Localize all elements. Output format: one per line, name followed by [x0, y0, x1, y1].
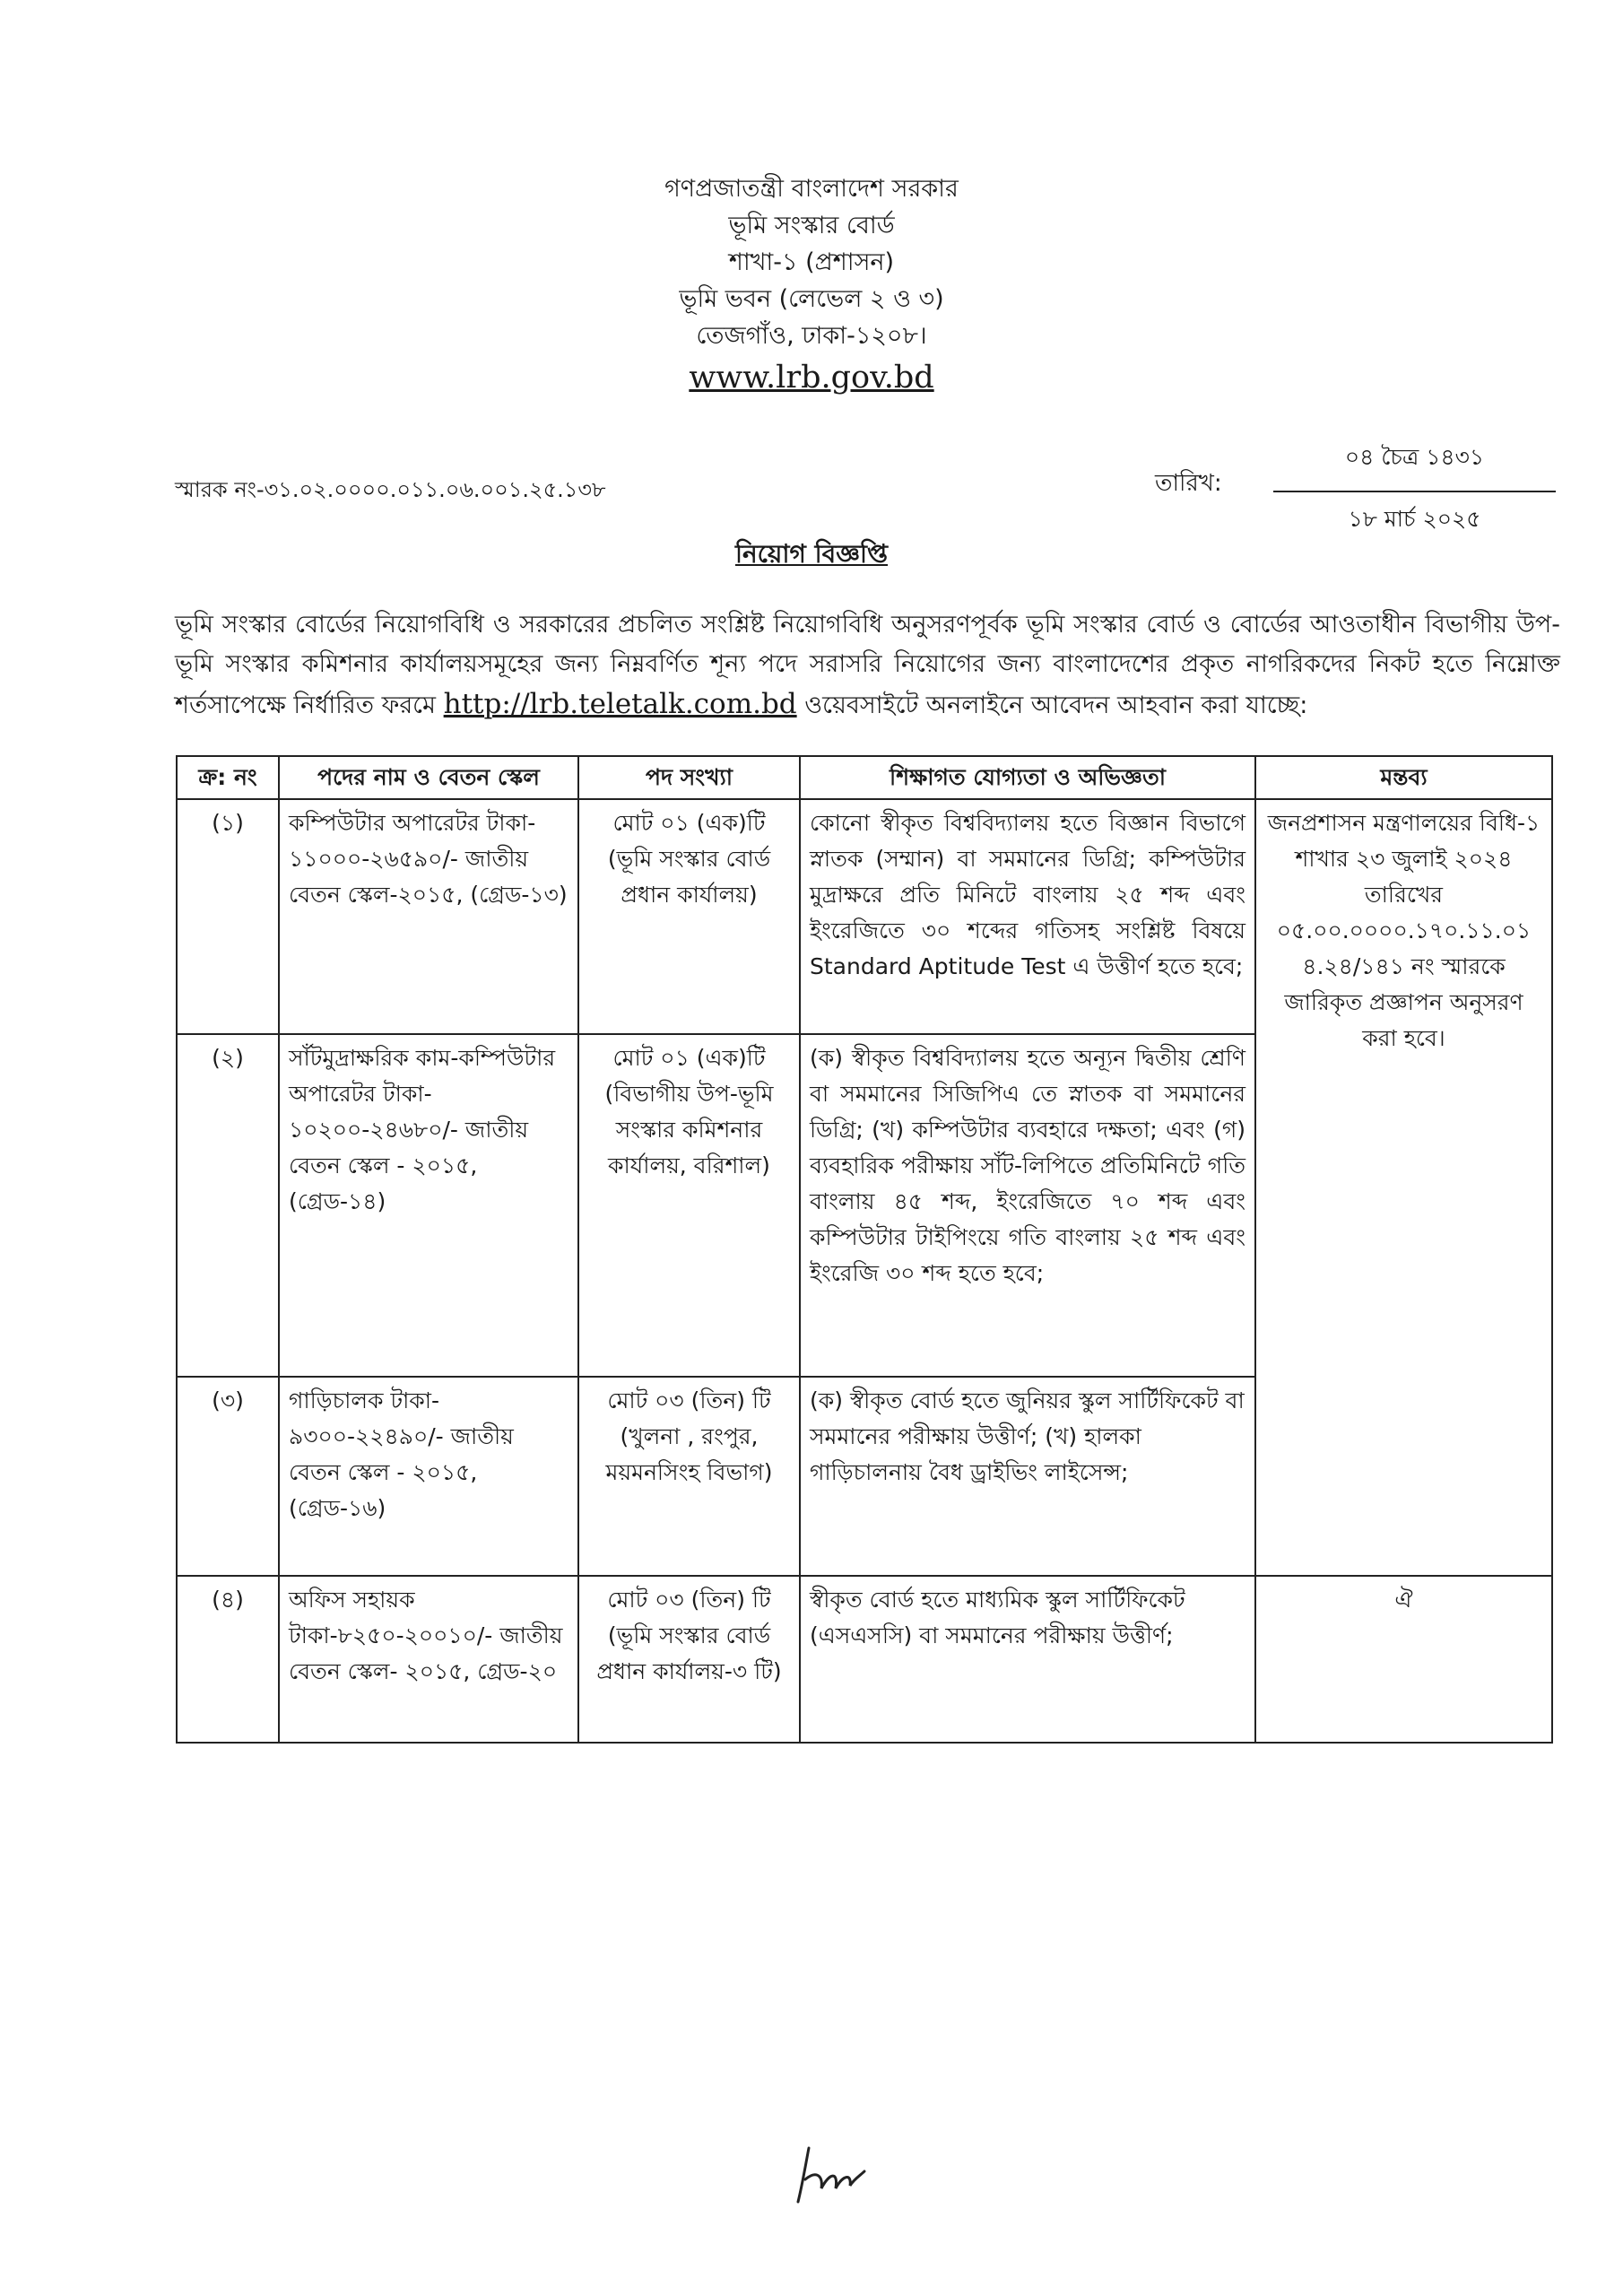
letterhead: [0, 170, 1623, 401]
header-remark: মন্তব্য: [1255, 756, 1552, 799]
row-count: মোট ০৩ (তিন) টি (খুলনা , রংপুর, ময়মনসিংহ বিভাগ): [578, 1377, 800, 1576]
letterhead-line-board: ভূমি সংস্কার বোর্ড: [728, 212, 895, 239]
memo-number: স্মারক নং-৩১.০২.০০০০.০১১.০৬.০০১.২৫.১৩৮: [175, 477, 606, 502]
row-qualification: স্বীকৃত বোর্ড হতে মাধ্যমিক স্কুল সার্টিফিকেট (এসএসসি) বা সমমানের পরীক্ষায় উত্তীর্ণ;: [800, 1576, 1255, 1743]
table-row: [177, 799, 1552, 1034]
intro-paragraph: [175, 605, 1560, 726]
row-count: মোট ০১ (এক)টি (ভূমি সংস্কার বোর্ড প্রধান কার্যালয়): [578, 799, 800, 1034]
header-qualification: শিক্ষাগত যোগ্যতা ও অভিজ্ঞতা: [800, 756, 1255, 799]
header-post: পদের নাম ও বেতন স্কেল: [279, 756, 578, 799]
row-post: সাঁটমুদ্রাক্ষরিক কাম-কম্পিউটার অপারেটর টাকা- ১০২০০-২৪৬৮০/- জাতীয় বেতন স্কেল - ২০১৫, (গ্রেড-১৪): [279, 1034, 578, 1377]
notice-title-text: নিয়োগ বিজ্ঞপ্তি: [734, 539, 889, 569]
date-bangla: ০৪ চৈত্র ১৪৩১: [1273, 439, 1556, 492]
row-serial: (১): [177, 799, 279, 1034]
notice-title: [0, 535, 1623, 577]
header-count: পদ সংখ্যা: [578, 756, 800, 799]
letterhead-line-building: ভূমি ভবন (লেভেল ২ ও ৩): [679, 285, 944, 313]
row-serial: (৪): [177, 1576, 279, 1743]
letterhead-website[interactable]: www.lrb.gov.bd: [689, 360, 934, 396]
intro-text: ভূমি সংস্কার বোর্ডের নিয়োগবিধি ও সরকারের প্রচলিত সংশ্লিষ্ট নিয়োগবিধি অনুসরণপূর্বক ভূমি সংস্কার বোর্ড ও বোর্ডের আওতাধীন বিভাগীয় উপ-ভূমি সংস্কার কমিশনার কার্যালয়সমূহের জন্য নিম্নবর্ণিত শূন্য পদে সরাসরি নিয়োগের জন্য বাংলাদেশের প্রকৃত নাগরিকদের নিকট হতে নিম্নোক্ত শর্তসাপেক্ষে নির্ধারিত ফরমে: [175, 611, 1560, 719]
application-link[interactable]: http://lrb.teletalk.com.bd: [443, 688, 797, 720]
row-post: অফিস সহায়ক টাকা-৮২৫০-২০০১০/- জাতীয় বেতন স্কেল- ২০১৫, গ্রেড-২০: [279, 1576, 578, 1743]
remark-ditto: ঐ: [1255, 1576, 1552, 1743]
letterhead-line-branch: শাখা-১ (প্রশাসন): [728, 248, 895, 276]
date-english: ১৮ মার্চ ২০২৫: [1348, 506, 1481, 532]
signature-mark: [789, 2139, 870, 2211]
header-serial: ক্র: নং: [177, 756, 279, 799]
vacancy-table: [176, 755, 1553, 1744]
row-post: কম্পিউটার অপারেটর টাকা- ১১০০০-২৬৫৯০/- জাতীয় বেতন স্কেল-২০১৫, (গ্রেড-১৩): [279, 799, 578, 1034]
remark-main: জনপ্রশাসন মন্ত্রণালয়ের বিধি-১ শাখার ২৩ জুলাই ২০২৪ তারিখের ০৫.০০.০০০০.১৭০.১১.০১ ৪.২৪/১৪১ নং স্মারকে জারিকৃত প্রজ্ঞাপন অনুসরণ করা হবে।: [1255, 799, 1552, 1576]
row-count: মোট ০৩ (তিন) টি (ভূমি সংস্কার বোর্ড প্রধান কার্যালয়-৩ টি): [578, 1576, 800, 1743]
row-serial: (২): [177, 1034, 279, 1377]
letterhead-line-government: গণপ্রজাতন্ত্রী বাংলাদেশ সরকার: [664, 175, 959, 203]
intro-text-end: ওয়েবসাইটে অনলাইনে আবেদন আহবান করা যাচ্ছে:: [804, 691, 1308, 719]
row-count: মোট ০১ (এক)টি (বিভাগীয় উপ-ভূমি সংস্কার কমিশনার কার্যালয়, বরিশাল): [578, 1034, 800, 1377]
date-block: [1273, 439, 1556, 540]
row-serial: (৩): [177, 1377, 279, 1576]
row-post: গাড়িচালক টাকা- ৯৩০০-২২৪৯০/- জাতীয় বেতন স্কেল - ২০১৫, (গ্রেড-১৬): [279, 1377, 578, 1576]
row-qualification: (ক) স্বীকৃত বোর্ড হতে জুনিয়র স্কুল সার্টিফিকেট বা সমমানের পরীক্ষায় উত্তীর্ণ; (খ) হালকা গাড়িচালনায় বৈধ ড্রাইভিং লাইসেন্স;: [800, 1377, 1255, 1576]
row-qualification: কোনো স্বীকৃত বিশ্ববিদ্যালয় হতে বিজ্ঞান বিভাগে স্নাতক (সম্মান) বা সমমানের ডিগ্রি; কম্পিউটার মুদ্রাক্ষরে প্রতি মিনিটে বাংলায় ২৫ শব্দ এবং ইংরেজিতে ৩০ শব্দের গতিসহ সংশ্লিষ্ট বিষয়ে Standard Aptitude Test এ উত্তীর্ণ হতে হবে;: [800, 799, 1255, 1034]
date-label: তারিখ:: [1155, 470, 1222, 497]
table-row: [177, 1576, 1552, 1743]
table-header-row: [177, 756, 1552, 799]
letterhead-line-address: তেজগাঁও, ঢাকা-১২০৮।: [696, 322, 927, 350]
row-qualification: (ক) স্বীকৃত বিশ্ববিদ্যালয় হতে অন্যূন দ্বিতীয় শ্রেণি বা সমমানের সিজিপিএ তে স্নাতক বা সমমানের ডিগ্রি; (খ) কম্পিউটার ব্যবহারে দক্ষতা; এবং (গ) ব্যবহারিক পরীক্ষায় সাঁট-লিপিতে প্রতিমিনিটে গতি বাংলায় ৪৫ শব্দ, ইংরেজিতে ৭০ শব্দ এবং কম্পিউটার টাইপিংয়ে গতি বাংলায় ২৫ শব্দ এবং ইংরেজি ৩০ শব্দ হতে হবে;: [800, 1034, 1255, 1377]
